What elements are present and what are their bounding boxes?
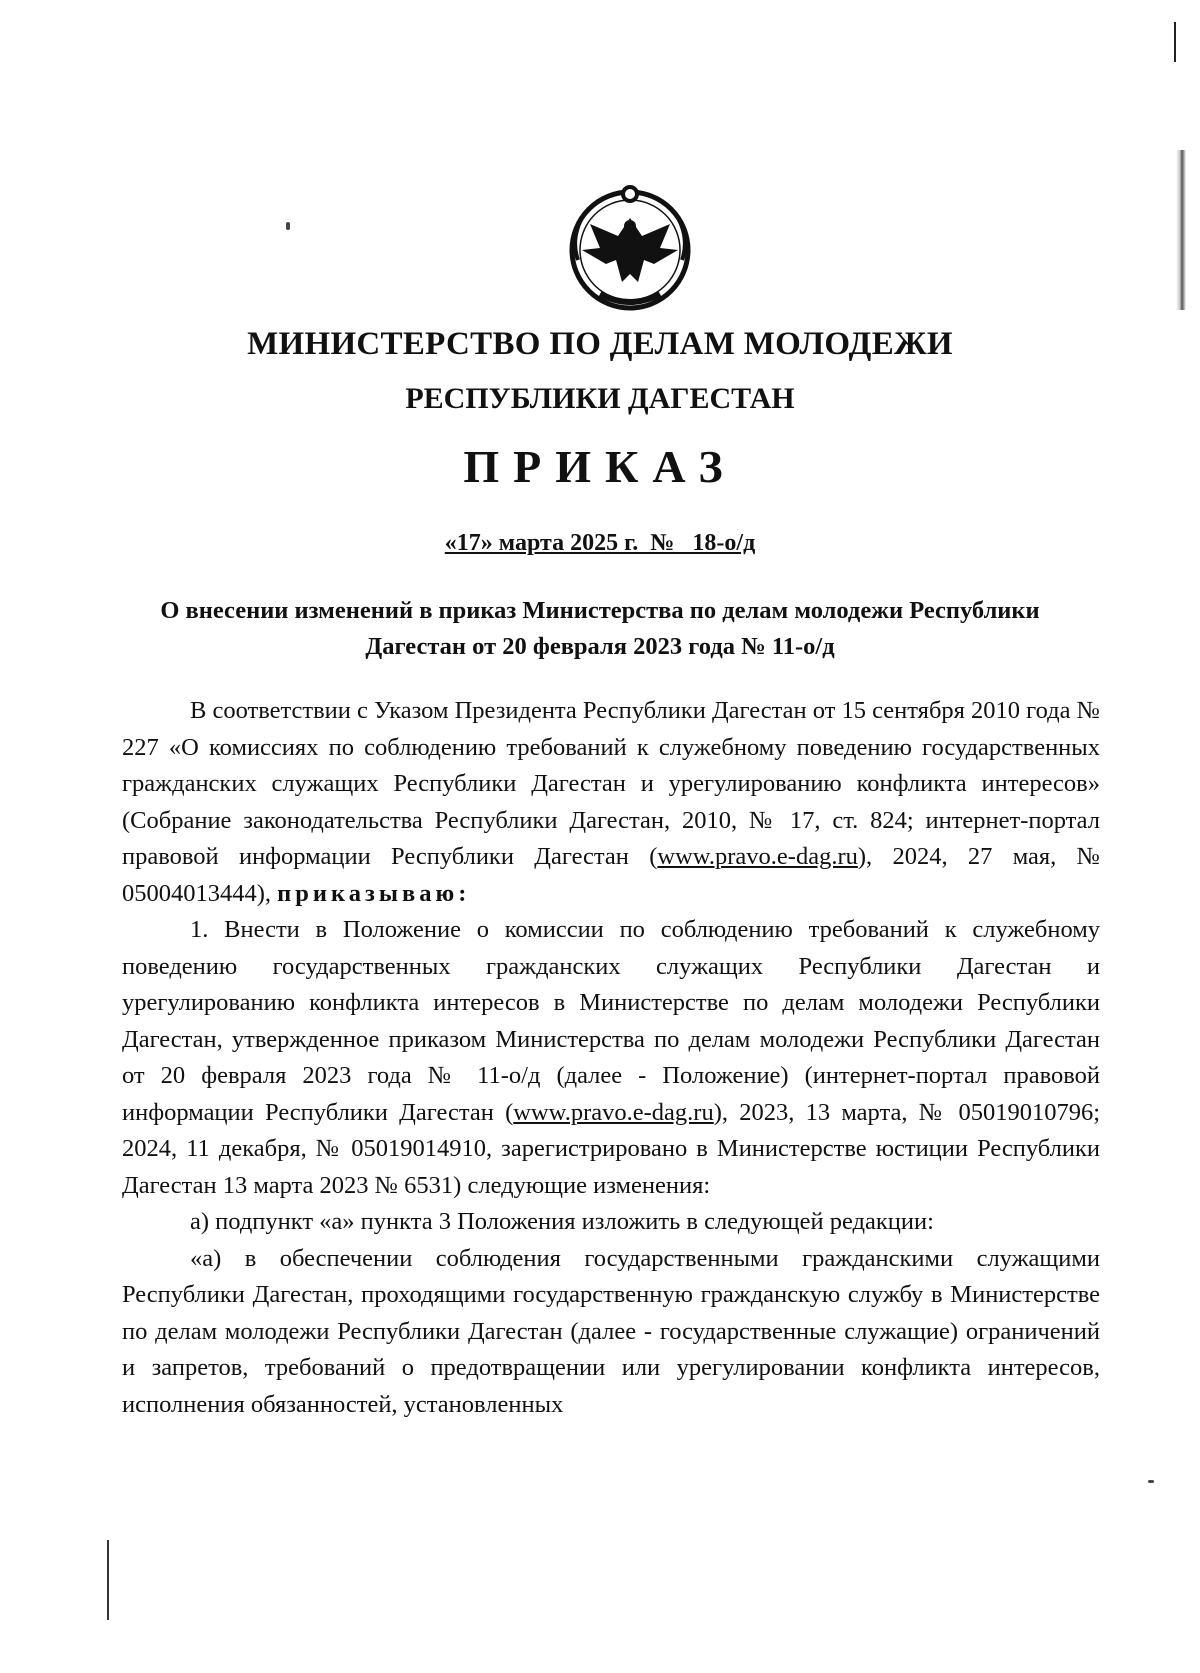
subject-line1: О внесении изменений в приказ Министерства по делам молодежи Республики bbox=[160, 597, 1040, 624]
subject-line2: Дагестан от 20 февраля 2023 года № 11-о/д bbox=[365, 633, 835, 660]
document-type-title: ПРИКАЗ bbox=[463, 441, 737, 492]
dagestan-coat-of-arms-icon bbox=[560, 178, 700, 316]
scan-artifact bbox=[1174, 22, 1176, 62]
item-1-text: 1. Внести в Положение о комиссии по соблюдению требований к служебному поведению государственных гражданских служащих Республики Дагестан и урегулированию конфликта интересов в Министерстве по делам молодежи Республики Дагестан, утвержденное приказом Министерства по делам молодежи Республики Дагестан от 20 февраля 2023 года № 11-о/д (далее - Положение) (интернет-портал правовой информации Республики Дагестан ( bbox=[122, 916, 1100, 1126]
scan-speck bbox=[286, 222, 290, 230]
pravo-link[interactable]: www.pravo.e-dag.ru bbox=[513, 1098, 714, 1126]
pravo-link[interactable]: www.pravo.e-dag.ru bbox=[657, 843, 858, 870]
paragraph-quote-a: «а) в обеспечении соблюдения государственными гражданскими служащими Республики Дагестан, проходящими государственную гражданскую службу в Министерстве по делам молодежи Республики Дагестан (далее - государственные служащие) ограничений и запретов, требований о предотвращении или урегулировании конфликта интересов, исполнения обязанностей, установленных bbox=[122, 1244, 1100, 1418]
order-date-number bbox=[110, 530, 1090, 557]
scan-artifact bbox=[107, 1540, 109, 1620]
order-body bbox=[122, 693, 1100, 1423]
paragraph-item-1 bbox=[122, 912, 1100, 1204]
order-verb: приказываю: bbox=[277, 879, 471, 907]
ministry-title-line1: МИНИСТЕРСТВО ПО ДЕЛАМ МОЛОДЕЖИ bbox=[247, 326, 953, 362]
paragraph-subitem-a: а) подпункт «а» пункта 3 Положения изложить в следующей редакции: bbox=[190, 1208, 934, 1235]
order-subject bbox=[110, 593, 1090, 665]
scan-artifact bbox=[1176, 150, 1186, 310]
preamble-text: В соответствии с Указом Президента Республики Дагестан от 15 сентября 2010 года № 227 «О комиссиях по соблюдению требований к служебному поведению государственных гражданских служащих Республики Дагестан и урегулированию конфликта интересов» (Собрание законодательства Республики Дагестан, 2010, № 17, ст. 824; интернет-портал правовой информации Республики Дагестан ( bbox=[122, 697, 1101, 870]
preamble-tail: ), 2024, 27 мая, № 05004013444), bbox=[122, 843, 1100, 907]
paragraph-preamble bbox=[122, 693, 1100, 912]
order-date-text: «17» марта 2025 г. № 18-о/д bbox=[444, 530, 756, 556]
item-1-tail: ), 2023, 13 марта, № 05019010796; 2024, 11 декабря, № 05019014910, зарегистрировано в Министерстве юстиции Республики Дагестан 13 марта 2023 № 6531) следующие изменения: bbox=[122, 1098, 1101, 1199]
scan-speck bbox=[1148, 1480, 1154, 1483]
ministry-title-line2: РЕСПУБЛИКИ ДАГЕСТАН bbox=[405, 382, 795, 415]
